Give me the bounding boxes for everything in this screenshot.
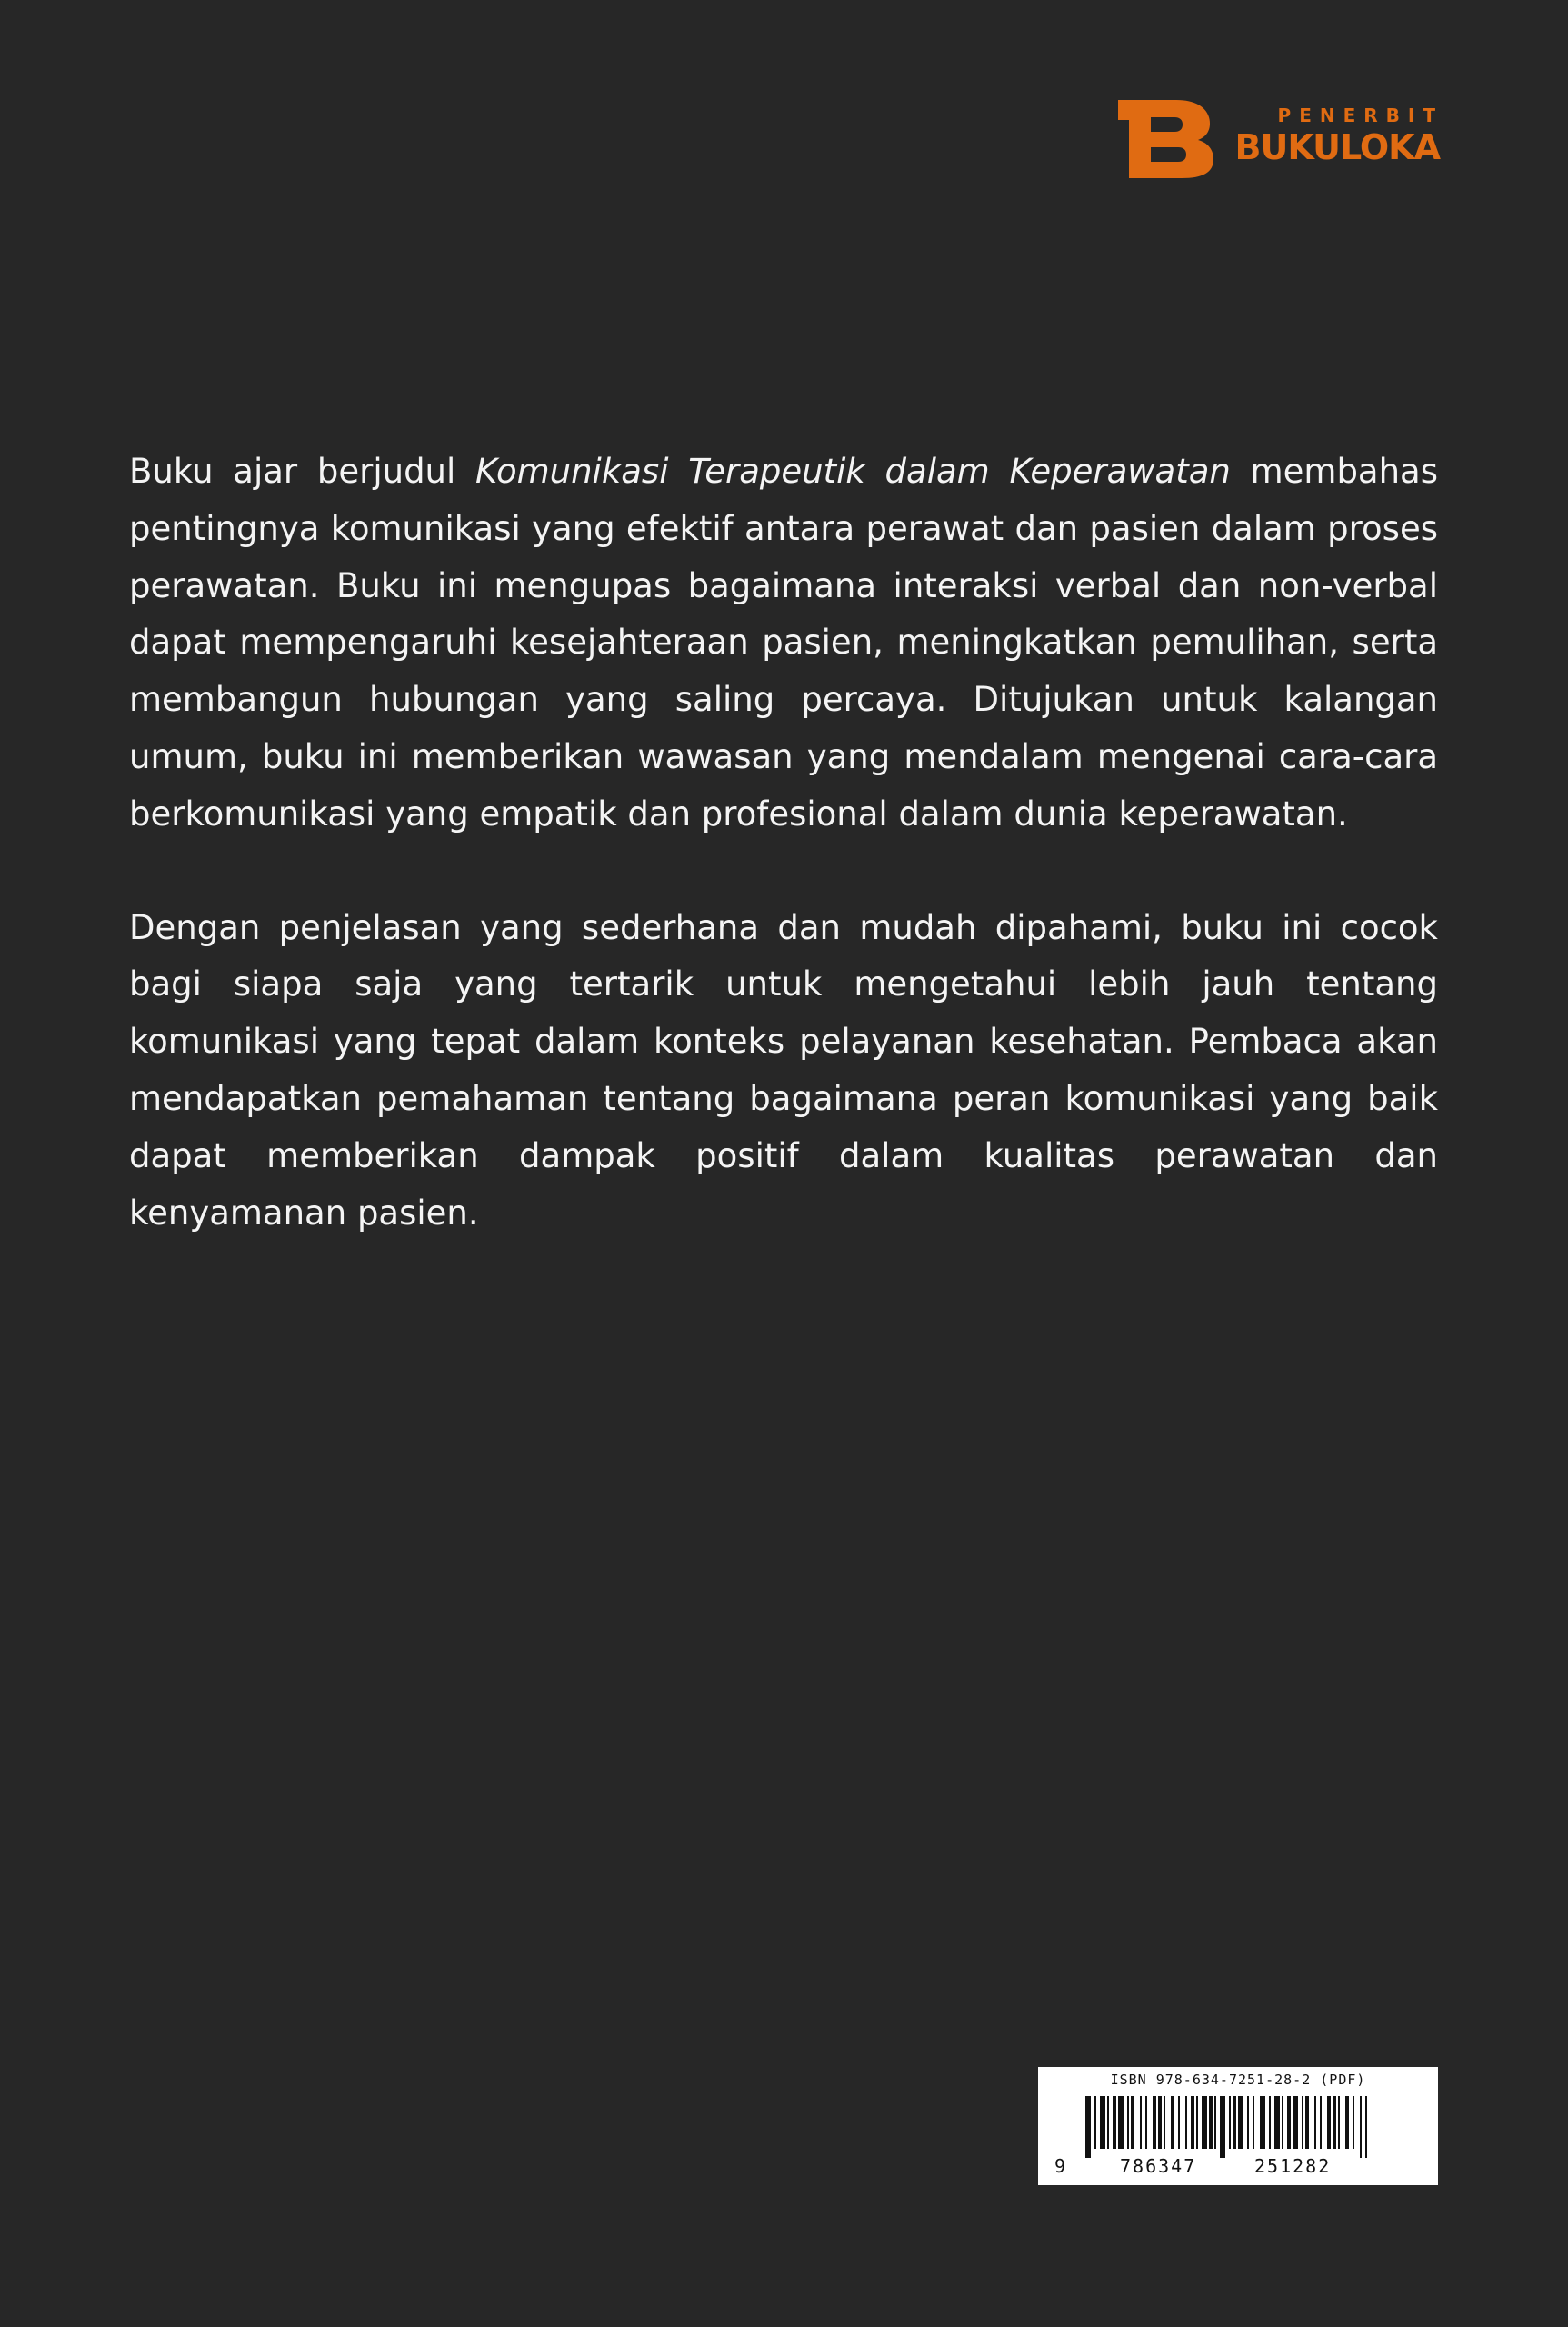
blurb-paragraph-1-body: membahas pentingnya komunikasi yang efektif antara perawat dan pasien dalam proses perawatan. Buku ini mengupas bagaimana interaksi verbal dan non-verbal dapat mempengaruhi kesejahteraan pasien, meningkatkan pemulihan, serta membangun hubungan yang saling percaya. Ditujukan untuk kalangan umum, buku ini memberikan wawasan yang mendalam mengenai cara-cara berkomunikasi yang empatik dan profesional dalam dunia keperawatan. [129, 452, 1439, 834]
barcode-digit-prefix: 9 [1054, 2155, 1066, 2177]
isbn-label: ISBN 978-634-7251-28-2 (PDF) [1110, 2072, 1366, 2088]
back-cover-blurb [129, 444, 1438, 1298]
blurb-paragraph-1 [129, 444, 1438, 844]
blurb-intro-text: Buku ajar berjudul [129, 452, 476, 491]
publisher-name: BUKULOKA [1234, 127, 1440, 167]
publisher-wordmark [1221, 104, 1443, 167]
book-title: Komunikasi Terapeutik dalam Keperawatan [475, 452, 1231, 491]
barcode-digit-group-2: 251282 [1254, 2155, 1332, 2177]
isbn-barcode [1038, 2067, 1438, 2185]
blurb-paragraph-2: Dengan penjelasan yang sederhana dan mudah dipahami, buku ini cocok bagi siapa saja yang tertarik untuk mengetahui lebih jauh tentang komunikasi yang tepat dalam konteks pelayanan kesehatan. Pembaca akan mendapatkan pemahaman tentang bagaimana peran komunikasi yang baik dapat memberikan dampak positif dalam kualitas perawatan dan kenyamanan pasien. [129, 907, 1438, 1233]
publisher-logo [1116, 93, 1443, 180]
barcode-digit-group-1: 786347 [1120, 2155, 1197, 2177]
barcode-bars-icon [1085, 2096, 1367, 2158]
publisher-prefix: PENERBIT [1277, 105, 1443, 126]
bukuloka-b-logo-icon [1116, 93, 1216, 180]
